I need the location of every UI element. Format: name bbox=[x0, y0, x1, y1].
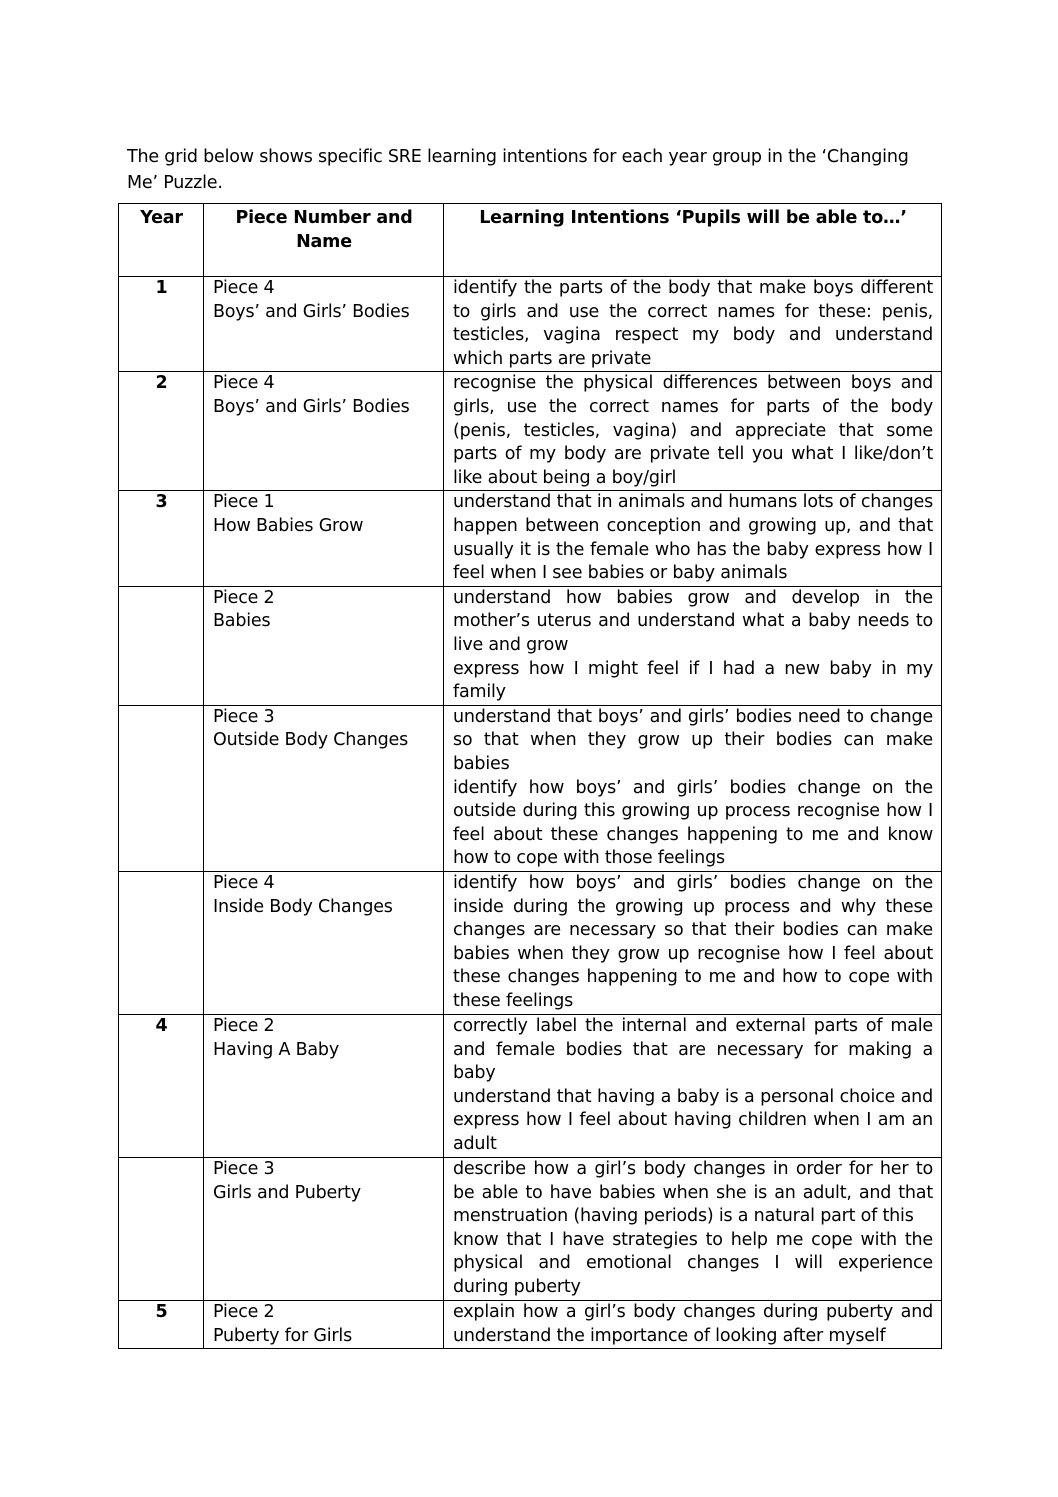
learning-intention-text: correctly label the internal and external parts of male and female bodies that are necessary for making a baby bbox=[453, 1015, 933, 1084]
table-row bbox=[119, 586, 942, 705]
year-cell bbox=[119, 871, 204, 1014]
learning-intentions-table bbox=[118, 203, 942, 1349]
year-cell: 3 bbox=[119, 491, 204, 586]
learning-intention-cell bbox=[444, 1157, 942, 1300]
learning-intention-cell bbox=[444, 491, 942, 586]
piece-name: Inside Body Changes bbox=[213, 896, 393, 917]
piece-name: Girls and Puberty bbox=[213, 1182, 361, 1203]
piece-cell bbox=[204, 586, 444, 705]
intro-text: The grid below shows specific SRE learning intentions for each year group in the ‘Changing Me’ Puzzle. bbox=[127, 146, 909, 193]
learning-intention-text: identify how boys’ and girls’ bodies change on the outside during this growing up process recognise how I feel about these changes happening to me and know how to cope with those feelings bbox=[453, 777, 933, 869]
piece-number: Piece 4 bbox=[213, 278, 275, 298]
year-cell: 5 bbox=[119, 1300, 204, 1348]
learning-intention-text: express how I might feel if I had a new baby in my family bbox=[453, 658, 933, 703]
learning-intention-cell bbox=[444, 705, 942, 871]
learning-intention-text: identify how boys’ and girls’ bodies change on the inside during the growing up process and why these changes are necessary so that their bodies can make babies when they grow up recognise how I feel about these changes happening to me and how to cope with these feelings bbox=[453, 872, 933, 1011]
table-header-row bbox=[119, 204, 942, 277]
piece-name: Outside Body Changes bbox=[213, 730, 409, 751]
table-row bbox=[119, 705, 942, 871]
piece-cell bbox=[204, 491, 444, 586]
table-row bbox=[119, 372, 942, 491]
piece-number: Piece 4 bbox=[213, 872, 275, 893]
piece-name: Boys’ and Girls’ Bodies bbox=[213, 396, 410, 417]
year-cell bbox=[119, 705, 204, 871]
year-cell: 1 bbox=[119, 277, 204, 372]
piece-number: Piece 4 bbox=[213, 373, 275, 394]
year-cell bbox=[119, 586, 204, 705]
learning-intention-cell bbox=[444, 586, 942, 705]
learning-intention-cell bbox=[444, 871, 942, 1014]
table-row bbox=[119, 491, 942, 586]
piece-number: Piece 1 bbox=[213, 492, 275, 513]
piece-cell bbox=[204, 705, 444, 871]
table-row bbox=[119, 871, 942, 1014]
table-row bbox=[119, 277, 942, 372]
table-row bbox=[119, 1157, 942, 1300]
learning-intention-text: understand that boys’ and girls’ bodies need to change so that when they grow up their bodies can make babies bbox=[453, 706, 933, 774]
learning-intention-cell bbox=[444, 277, 942, 372]
header-piece: Piece Number and Name bbox=[204, 204, 444, 277]
learning-intention-text: describe how a girl’s body changes in order for her to be able to have babies when she is an adult, and that menstruation (having periods) is a natural part of this bbox=[453, 1158, 933, 1227]
learning-intention-text: explain how a girl’s body changes during puberty and understand the importance of looking after myself bbox=[453, 1301, 933, 1346]
piece-cell bbox=[204, 871, 444, 1014]
learning-intention-cell bbox=[444, 1014, 942, 1157]
learning-intention-text: recognise the physical differences between boys and girls, use the correct names for parts of the body (penis, testicles, vagina) and appreciate that some parts of my body are private tell you what I like/don’t like about being a boy/girl bbox=[453, 373, 933, 488]
piece-number: Piece 2 bbox=[213, 1015, 275, 1036]
piece-cell bbox=[204, 372, 444, 491]
learning-intention-text: understand that having a baby is a personal choice and express how I feel about having children when I am an adult bbox=[453, 1086, 933, 1154]
table-row bbox=[119, 1014, 942, 1157]
piece-name: Puberty for Girls bbox=[213, 1325, 353, 1346]
header-year: Year bbox=[119, 204, 204, 277]
piece-name: Babies bbox=[213, 611, 271, 632]
learning-intention-text: understand that in animals and humans lots of changes happen between conception and growing up, and that usually it is the female who has the baby express how I feel when I see babies or baby animals bbox=[453, 492, 933, 584]
learning-intention-text: know that I have strategies to help me cope with the physical and emotional changes I will experience during puberty bbox=[453, 1229, 933, 1297]
piece-number: Piece 2 bbox=[213, 587, 275, 608]
learning-intention-text: understand how babies grow and develop in the mother’s uterus and understand what a baby needs to live and grow bbox=[453, 587, 933, 655]
piece-cell bbox=[204, 1300, 444, 1348]
piece-number: Piece 3 bbox=[213, 706, 275, 727]
table-row bbox=[119, 1300, 942, 1348]
header-learning-intentions: Learning Intentions ‘Pupils will be able to…’ bbox=[444, 204, 942, 277]
piece-name: Having A Baby bbox=[213, 1039, 339, 1060]
piece-number: Piece 3 bbox=[213, 1158, 275, 1179]
piece-cell bbox=[204, 277, 444, 372]
learning-intention-cell bbox=[444, 1300, 942, 1348]
piece-cell bbox=[204, 1014, 444, 1157]
learning-intention-text: identify the parts of the body that make boys different to girls and use the correct names for these: penis, testicles, vagina respect my body and understand which parts are private bbox=[453, 278, 933, 369]
year-cell: 2 bbox=[119, 372, 204, 491]
piece-name: How Babies Grow bbox=[213, 515, 364, 536]
piece-cell bbox=[204, 1157, 444, 1300]
year-cell bbox=[119, 1157, 204, 1300]
piece-number: Piece 2 bbox=[213, 1301, 275, 1322]
piece-name: Boys’ and Girls’ Bodies bbox=[213, 301, 410, 322]
year-cell: 4 bbox=[119, 1014, 204, 1157]
learning-intention-cell bbox=[444, 372, 942, 491]
